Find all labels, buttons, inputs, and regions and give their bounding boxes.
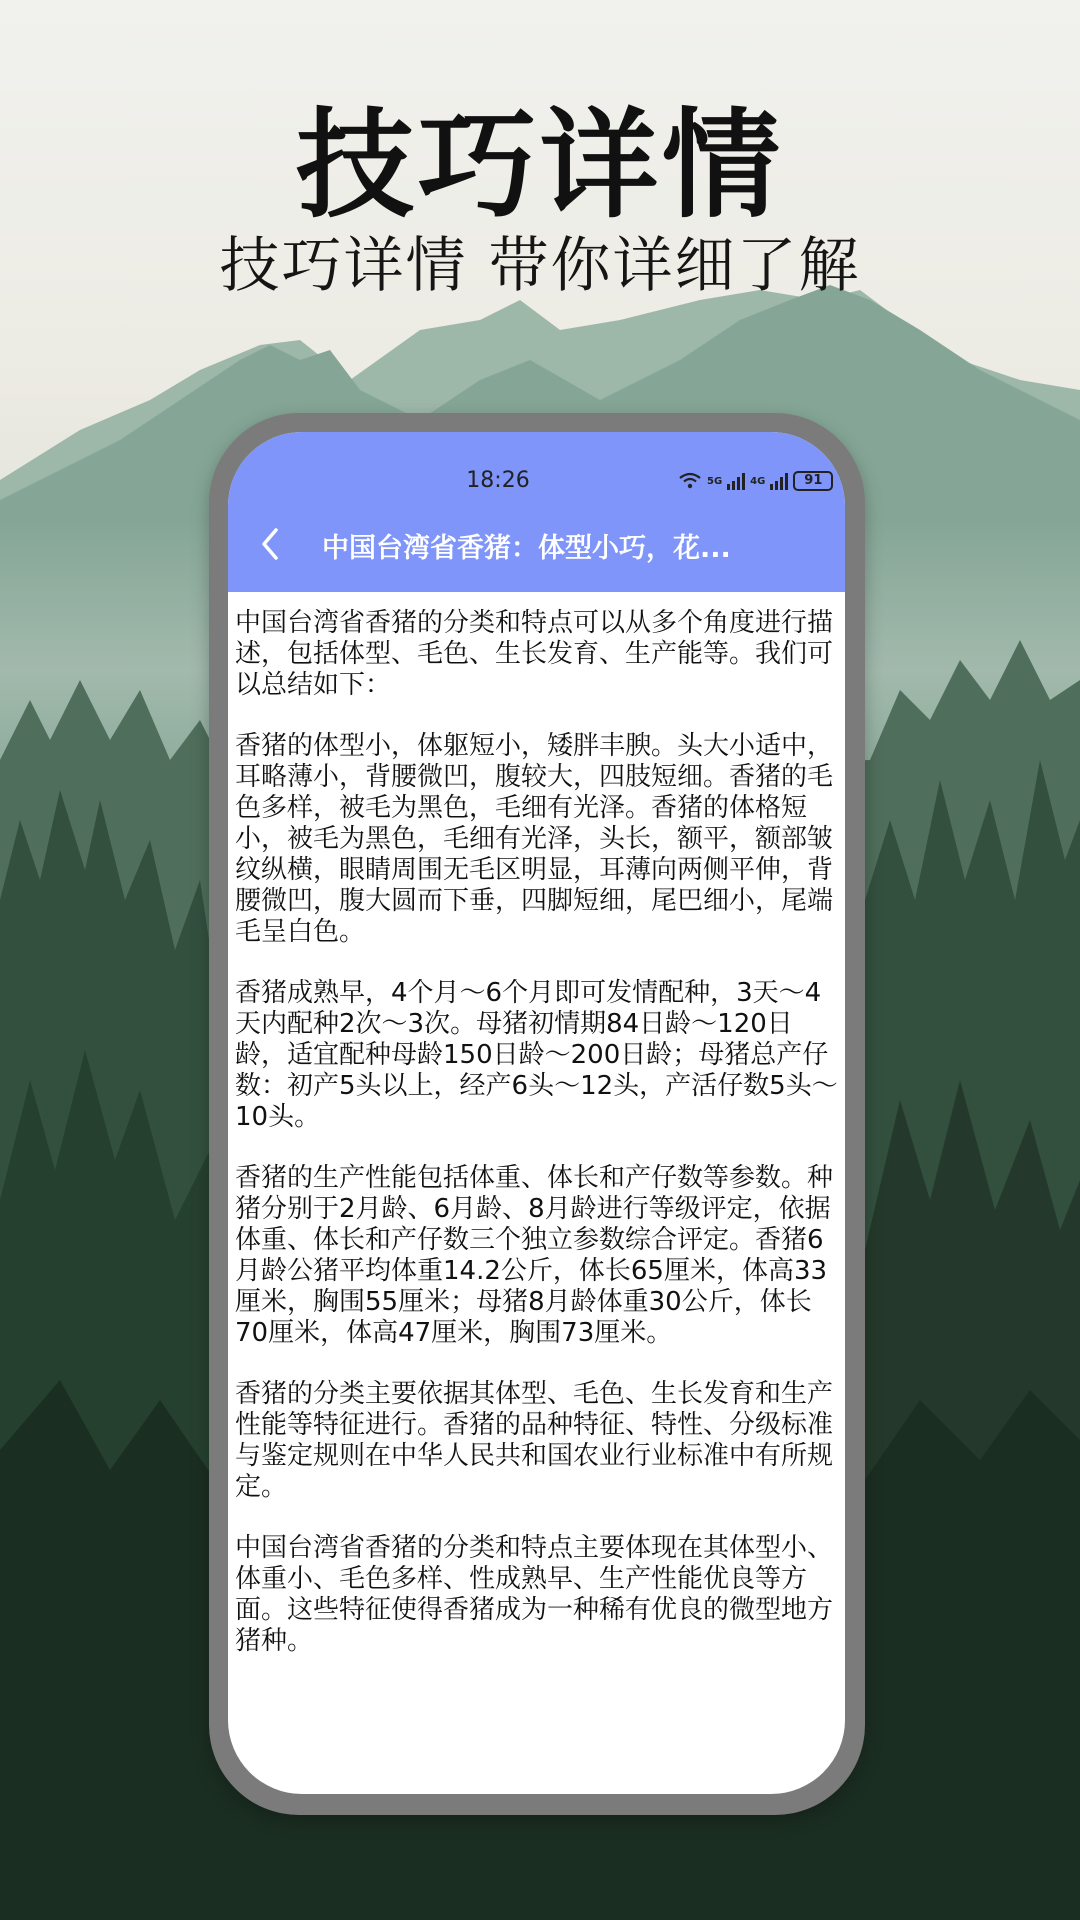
signal-icon <box>727 472 745 490</box>
network-4g-label: 4G <box>750 475 766 487</box>
battery-icon: 91 <box>793 471 833 491</box>
article-paragraph: 香猪的分类主要依据其体型、毛色、生长发育和生产性能等特征进行。香猪的品种特征、特性、分级标准与鉴定规则在中华人民共和国农业行业标准中有所规定。 <box>235 1379 834 1502</box>
article-paragraph: 香猪的体型小，体躯短小，矮胖丰腴。头大小适中，耳略薄小，背腰微凹，腹较大，四肢短细。香猪的毛色多样，被毛为黑色，毛细有光泽。香猪的体格短小，被毛为黑色，毛细有光泽，头长，额平，额部皱纹纵横，眼睛周围无毛区明显，耳薄向两侧平伸，背腰微凹，腹大圆而下垂，四脚短细，尾巴细小，尾端毛呈白色。 <box>235 731 834 947</box>
network-5g-label: 5G <box>707 475 723 487</box>
article-content <box>235 608 843 1687</box>
page-title: 中国台湾省香猪：体型小巧，花... <box>322 533 731 564</box>
status-time: 18:26 <box>466 468 530 493</box>
article-paragraph: 香猪的生产性能包括体重、体长和产仔数等参数。种猪分别于2月龄、6月龄、8月龄进行等级评定，依据体重、体长和产仔数三个独立参数综合评定。香猪6月龄公猪平均体重14.2公斤，体长65厘米，体高33厘米，胸围55厘米；母猪8月龄体重30公斤，体长70厘米，体高47厘米，胸围73厘米。 <box>235 1163 834 1348</box>
app-bar <box>228 432 845 592</box>
back-button[interactable] <box>250 524 290 564</box>
article-paragraph: 中国台湾省香猪的分类和特点可以从多个角度进行描述，包括体型、毛色、生长发育、生产能等。我们可以总结如下： <box>235 608 834 700</box>
article-paragraph: 中国台湾省香猪的分类和特点主要体现在其体型小、体重小、毛色多样、性成熟早、生产性能优良等方面。这些特征使得香猪成为一种稀有优良的微型地方猪种。 <box>235 1533 834 1656</box>
article-paragraph: 香猪成熟早，4个月～6个月即可发情配种，3天～4天内配种2次～3次。母猪初情期84日龄～120日龄，适宜配种母龄150日龄～200日龄；母猪总产仔数：初产5头以上，经产6头～12头，产活仔数5头～10头。 <box>235 978 838 1132</box>
status-icons <box>678 468 823 494</box>
chevron-left-icon <box>259 527 281 561</box>
wifi-icon <box>678 471 702 492</box>
promo-subline: 技巧详情 带你详细了解 <box>219 231 861 301</box>
phone-frame <box>209 413 865 1815</box>
promo-headline: 技巧详情 <box>295 96 784 234</box>
signal-icon-2 <box>770 472 788 490</box>
phone-screen <box>228 432 845 1794</box>
